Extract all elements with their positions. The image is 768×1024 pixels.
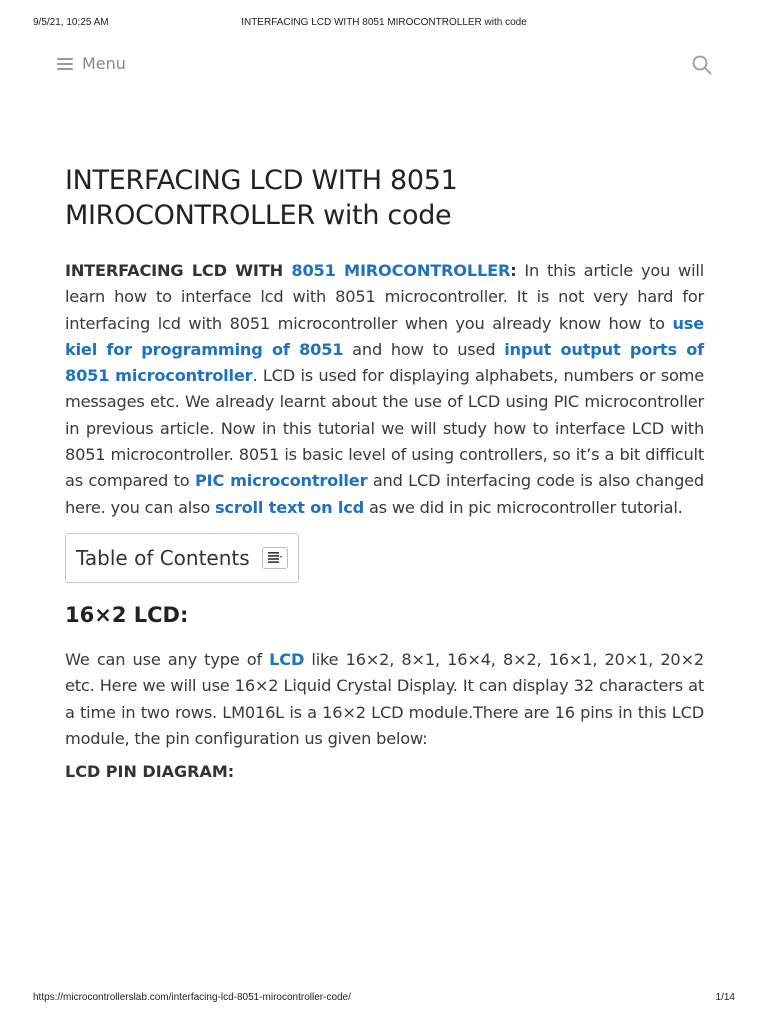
- print-date: 9/5/21, 10:25 AM: [33, 17, 109, 28]
- section-heading-16x2: 16×2 LCD:: [65, 602, 189, 627]
- link-8051-microcontroller[interactable]: 8051 MIROCONTROLLER: [291, 261, 511, 280]
- link-io-ports[interactable]: input output ports of 8051 microcontroller: [65, 339, 704, 386]
- menu-button[interactable]: [57, 54, 126, 73]
- intro-paragraph: [65, 258, 704, 521]
- article-title: INTERFACING LCD WITH 8051 MIROCONTROLLER with code: [65, 165, 458, 231]
- intro-text-4: and LCD interfacing code is also changed here. you can also: [65, 471, 704, 517]
- lcd-pin-diagram-heading: LCD PIN DIAGRAM:: [65, 762, 235, 782]
- search-icon[interactable]: [691, 54, 713, 76]
- table-of-contents: [65, 533, 299, 583]
- toc-toggle-button[interactable]: [262, 547, 288, 569]
- list-toggle-icon: [268, 552, 282, 563]
- link-pic-microcontroller[interactable]: PIC microcontroller: [194, 471, 368, 491]
- print-title: INTERFACING LCD WITH 8051 MIROCONTROLLER with code: [241, 17, 527, 28]
- intro-colon: :: [510, 261, 517, 280]
- toc-title: Table of Contents: [76, 545, 250, 570]
- print-header: [33, 17, 735, 31]
- page-number: 1/14: [715, 992, 735, 1003]
- site-nav: [57, 52, 713, 80]
- link-scroll-text-lcd[interactable]: scroll text on lcd: [214, 497, 364, 517]
- print-url: https://microcontrollerslab.com/interfacing-lcd-8051-mirocontroller-code/: [33, 992, 351, 1003]
- link-lcd[interactable]: LCD: [269, 649, 305, 669]
- section-text-2: like 16×2, 8×1, 16×4, 8×2, 16×1, 20×1, 20×2 etc. Here we will use 16×2 Liquid Crystal Display. It can display 32 characters at a time in two rows. LM016L is a 16×2 LCD module.There are 16 pins in this LCD module, the pin configuration us given below:: [65, 649, 704, 748]
- section-16x2-paragraph: [65, 647, 704, 752]
- intro-text-1: In this article you will learn how to interface lcd with 8051 microcontroller. It is not very hard for interfacing lcd with 8051 microcontroller when you already know how to: [65, 261, 704, 333]
- link-kiel-programming[interactable]: use kiel for programming of 8051: [65, 313, 704, 359]
- intro-text-3: . LCD is used for displaying alphabets, numbers or some messages etc. We already learnt about the use of LCD using PIC microcontroller in previous article. Now in this tutorial we will study how to interface LCD with 8051 microcontroller. 8051 is basic level of using controllers, so it’s a bit difficult as compared to: [65, 366, 704, 491]
- article: [65, 163, 704, 781]
- print-footer: [33, 992, 735, 1006]
- section-text-1: We can use any type of: [65, 649, 270, 669]
- intro-bold-lead: INTERFACING LCD WITH: [65, 261, 292, 280]
- intro-text-5: as we did in pic microcontroller tutorial.: [364, 497, 683, 517]
- menu-label: Menu: [82, 54, 126, 73]
- intro-text-2: and how to used: [343, 339, 505, 359]
- hamburger-icon: [57, 58, 73, 70]
